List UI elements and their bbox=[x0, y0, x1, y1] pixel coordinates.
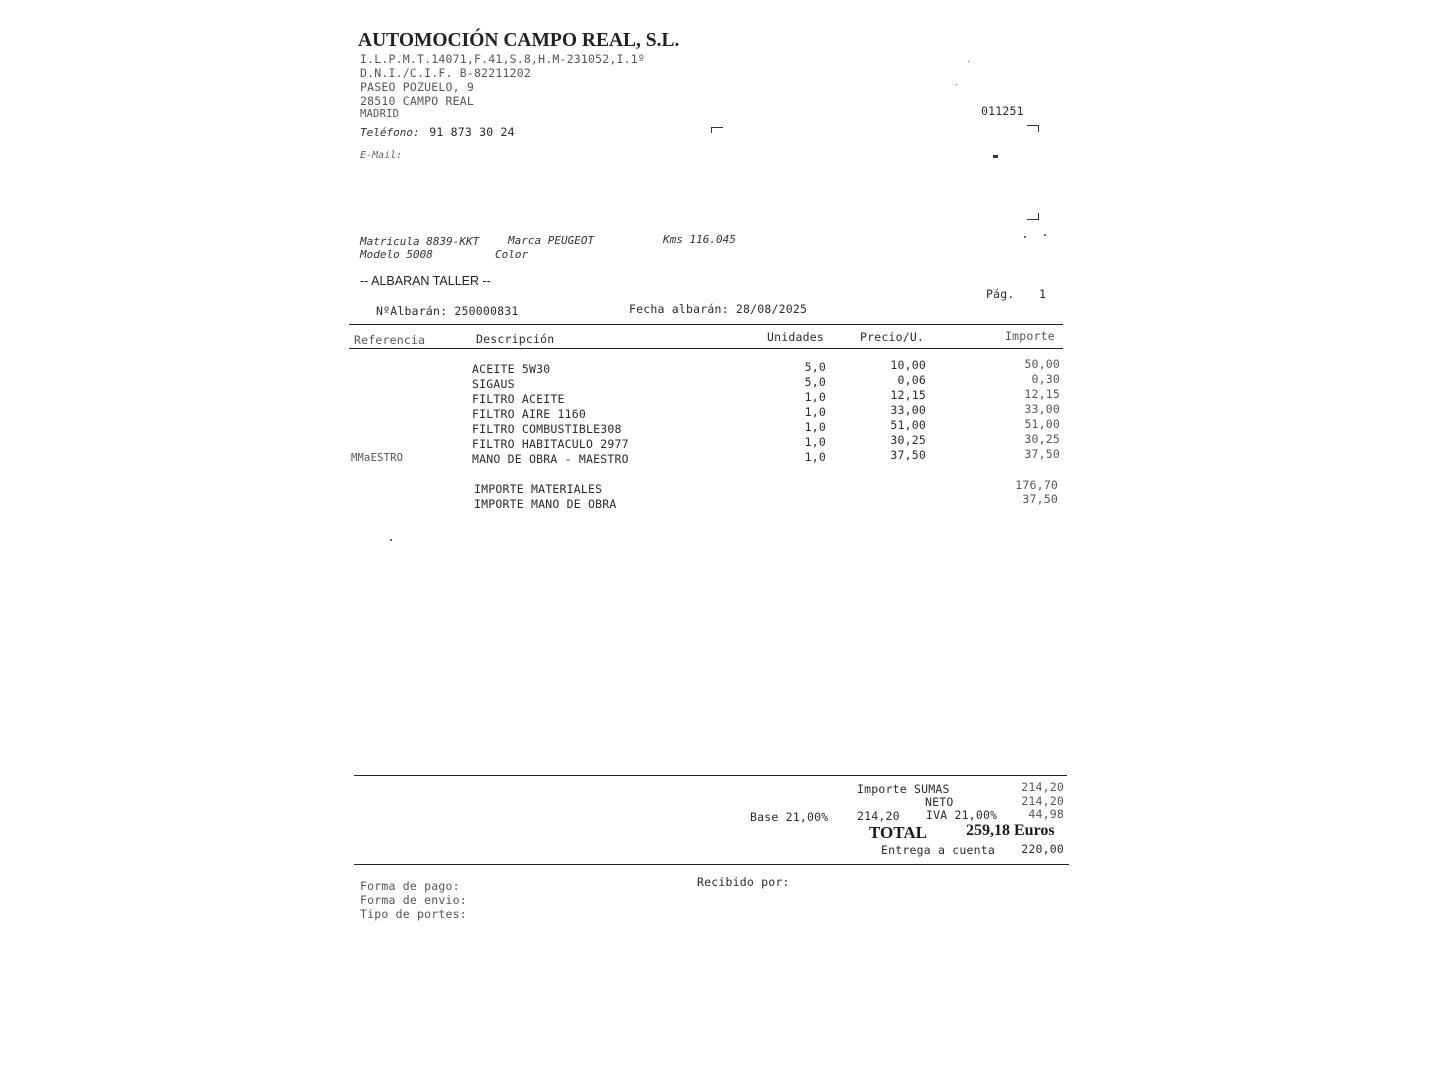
row-precio: 12,15 bbox=[890, 388, 926, 402]
sumas-label: Importe SUMAS bbox=[857, 782, 950, 796]
company-registry: I.L.P.M.T.14071,F.41,S.8,H.M-231052,I.1º bbox=[360, 52, 645, 66]
document-title: -- ALBARAN TALLER -- bbox=[360, 274, 491, 288]
subtotal-mano-obra-value: 37,50 bbox=[1022, 492, 1058, 506]
neto-value: 214,20 bbox=[1021, 794, 1064, 808]
client-code: 011251 bbox=[981, 104, 1024, 118]
scan-speck bbox=[1024, 236, 1026, 238]
albaran-date: Fecha albarán: 28/08/2025 bbox=[629, 302, 808, 316]
row-precio: 37,50 bbox=[890, 448, 926, 462]
row-precio: 30,25 bbox=[890, 433, 926, 447]
scan-speck bbox=[968, 61, 969, 62]
row-unidades: 1,0 bbox=[804, 390, 826, 404]
albaran-number: NºAlbarán: 250000831 bbox=[376, 304, 519, 318]
vehicle-marca: Marca PEUGEOT bbox=[508, 234, 595, 247]
vehicle-modelo: Modelo 5008 bbox=[360, 248, 433, 261]
subtotal-mano-obra-label: IMPORTE MANO DE OBRA bbox=[474, 497, 617, 511]
row-unidades: 5,0 bbox=[804, 360, 826, 374]
entrega-value: 220,00 bbox=[1021, 842, 1064, 856]
page-number: 1 bbox=[1039, 287, 1047, 301]
row-importe: 37,50 bbox=[1024, 447, 1060, 461]
vehicle-color: Color bbox=[495, 248, 529, 261]
header-referencia: Referencia bbox=[354, 333, 426, 347]
neto-label: NETO bbox=[925, 795, 954, 809]
base-value: 214,20 bbox=[857, 809, 900, 823]
table-header-rule bbox=[349, 348, 1063, 349]
row-precio: 51,00 bbox=[890, 418, 926, 432]
email-label: E-Mail: bbox=[360, 150, 403, 161]
subtotal-materiales-label: IMPORTE MATERIALES bbox=[474, 482, 603, 496]
row-descripcion: ACEITE 5W30 bbox=[472, 362, 551, 376]
company-phone-line bbox=[360, 121, 515, 140]
scan-speck bbox=[956, 84, 957, 85]
company-province: MADRID bbox=[360, 108, 400, 120]
company-cif: D.N.I./C.I.F. B-82211202 bbox=[360, 66, 531, 80]
phone-label: Teléfono: bbox=[360, 126, 420, 139]
row-referencia: MMaESTRO bbox=[351, 452, 404, 464]
table-top-rule bbox=[349, 324, 1063, 325]
row-precio: 0,06 bbox=[897, 373, 926, 387]
header-descripcion: Descripción bbox=[476, 332, 555, 346]
sumas-value: 214,20 bbox=[1021, 780, 1064, 794]
entrega-label: Entrega a cuenta bbox=[881, 843, 995, 857]
row-precio: 33,00 bbox=[890, 403, 926, 417]
company-name: AUTOMOCIÓN CAMPO REAL, S.L. bbox=[358, 30, 680, 51]
total-label: TOTAL bbox=[869, 823, 927, 842]
row-unidades: 5,0 bbox=[804, 375, 826, 389]
company-city: 28510 CAMPO REAL bbox=[360, 94, 474, 108]
row-precio: 10,00 bbox=[890, 358, 926, 372]
row-descripcion: FILTRO AIRE 1160 bbox=[472, 407, 586, 421]
page-label: Pág. bbox=[986, 287, 1015, 301]
row-unidades: 1,0 bbox=[804, 420, 826, 434]
header-unidades: Unidades bbox=[767, 330, 824, 344]
iva-label: IVA 21,00% bbox=[926, 808, 998, 822]
scan-speck bbox=[993, 155, 998, 158]
row-importe: 51,00 bbox=[1024, 417, 1060, 431]
base-label: Base 21,00% bbox=[750, 810, 829, 824]
row-descripcion: FILTRO ACEITE bbox=[472, 392, 565, 406]
company-street: PASEO POZUELO, 9 bbox=[360, 80, 474, 94]
row-descripcion: SIGAUS bbox=[472, 377, 515, 391]
row-descripcion: FILTRO COMBUSTIBLE308 bbox=[472, 422, 622, 436]
row-unidades: 1,0 bbox=[804, 435, 826, 449]
forma-pago: Forma de pago: bbox=[360, 879, 460, 893]
row-descripcion: MANO DE OBRA - MAESTRO bbox=[472, 452, 629, 466]
scan-speck bbox=[1044, 234, 1046, 236]
row-descripcion: FILTRO HABITACULO 2977 bbox=[472, 437, 629, 451]
window-corner-mark bbox=[1027, 125, 1039, 132]
total-value: 259,18 Euros bbox=[966, 822, 1055, 839]
recibido-por: Recibido por: bbox=[697, 875, 790, 889]
iva-value: 44,98 bbox=[1028, 807, 1064, 821]
row-importe: 33,00 bbox=[1024, 402, 1060, 416]
row-importe: 50,00 bbox=[1024, 357, 1060, 371]
header-precio: Precio/U. bbox=[860, 330, 925, 344]
phone-value: 91 873 30 24 bbox=[429, 125, 515, 139]
tipo-portes: Tipo de portes: bbox=[360, 907, 467, 921]
totals-top-rule bbox=[354, 775, 1067, 776]
row-unidades: 1,0 bbox=[804, 405, 826, 419]
forma-envio: Forma de envio: bbox=[360, 893, 467, 907]
header-importe: Importe bbox=[1005, 329, 1055, 343]
totals-bottom-rule bbox=[354, 864, 1069, 865]
row-importe: 30,25 bbox=[1024, 432, 1060, 446]
vehicle-matricula: Matricula 8839-KKT bbox=[360, 235, 480, 248]
window-corner-mark bbox=[1027, 213, 1039, 220]
scan-speck bbox=[390, 539, 392, 541]
row-importe: 0,30 bbox=[1031, 372, 1060, 386]
window-corner-mark bbox=[711, 127, 723, 133]
vehicle-kms: Kms 116.045 bbox=[663, 233, 736, 246]
row-importe: 12,15 bbox=[1024, 387, 1060, 401]
row-unidades: 1,0 bbox=[804, 450, 826, 464]
subtotal-materiales-value: 176,70 bbox=[1015, 478, 1058, 492]
